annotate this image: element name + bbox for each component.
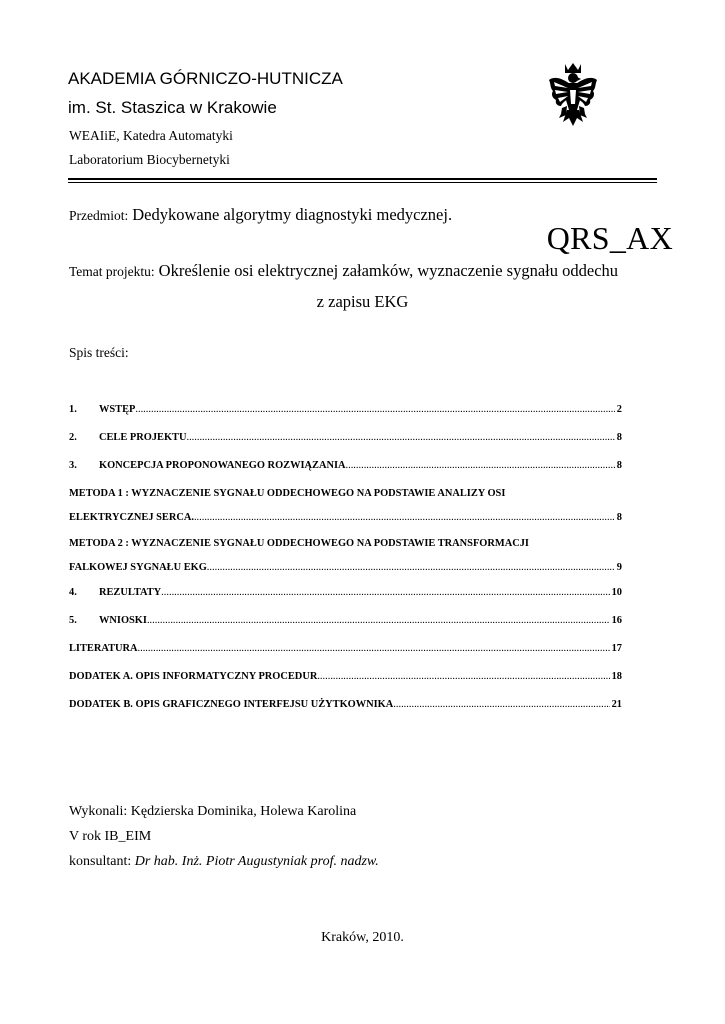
toc-dot-leader bbox=[207, 561, 615, 575]
toc-entry-appendix-a[interactable] bbox=[69, 670, 622, 684]
toc-entry-page: 8 bbox=[616, 512, 622, 523]
toc-entry-title[interactable]: METODA 1 : WYZNACZENIE SYGNAŁU ODDECHOWEGO NA PODSTAWIE ANALIZY OSI bbox=[69, 488, 506, 499]
toc-heading: Spis treści: bbox=[69, 345, 129, 360]
toc-entry-1[interactable] bbox=[69, 403, 622, 417]
subject-line bbox=[69, 205, 452, 225]
topic-continuation: z zapisu EKG bbox=[316, 292, 409, 311]
header-rule-thin bbox=[68, 182, 657, 183]
toc-entry-method-2[interactable] bbox=[69, 537, 622, 575]
institution-name: AKADEMIA GÓRNICZO-HUTNICZA bbox=[68, 69, 343, 88]
toc-entry-page: 2 bbox=[616, 404, 622, 415]
toc-dot-leader bbox=[135, 403, 614, 417]
laboratory-name: Laboratorium Biocybernetyki bbox=[69, 152, 230, 167]
toc-entry-page: 8 bbox=[616, 460, 622, 471]
topic-label: Temat projektu: bbox=[69, 264, 155, 279]
project-code: QRS_AX bbox=[546, 220, 673, 256]
toc-dot-leader bbox=[194, 511, 615, 525]
toc-entry-title[interactable]: CELE PROJEKTU bbox=[99, 432, 187, 443]
toc-entry-3[interactable] bbox=[69, 459, 622, 473]
toc-entry-page: 21 bbox=[611, 699, 622, 710]
toc-entry-2[interactable] bbox=[69, 431, 622, 445]
toc-entry-page: 10 bbox=[611, 587, 622, 598]
toc-entry-literature[interactable] bbox=[69, 642, 622, 656]
department-name: WEAIiE, Katedra Automatyki bbox=[69, 128, 233, 143]
authors-line: Wykonali: Kędzierska Dominika, Holewa Karolina bbox=[69, 804, 357, 819]
toc-entry-page: 18 bbox=[611, 671, 622, 682]
place-date: Kraków, 2010. bbox=[321, 930, 404, 945]
toc-dot-leader bbox=[138, 642, 610, 656]
toc-entry-page: 17 bbox=[611, 643, 622, 654]
toc-entry-number: 1. bbox=[69, 404, 77, 415]
toc-dot-leader bbox=[161, 586, 609, 600]
toc-entry-number: 5. bbox=[69, 615, 77, 626]
toc-dot-leader bbox=[186, 431, 614, 445]
consultant-name: Dr hab. Inż. Piotr Augustyniak prof. nadzw. bbox=[134, 854, 379, 869]
toc-entry-page: 9 bbox=[616, 562, 622, 573]
toc-entry-4[interactable] bbox=[69, 586, 622, 600]
topic-line bbox=[69, 261, 618, 281]
toc-entry-title[interactable]: LITERATURA bbox=[69, 643, 138, 654]
toc-entry-number: 2. bbox=[69, 432, 77, 443]
consultant-line bbox=[69, 854, 379, 870]
toc-entry-title[interactable]: WNIOSKI bbox=[99, 615, 147, 626]
toc-entry-title[interactable]: KONCEPCJA PROPONOWANEGO ROZWIĄZANIA bbox=[99, 460, 346, 471]
institution-subtitle: im. St. Staszica w Krakowie bbox=[68, 98, 277, 117]
topic-value: Określenie osi elektrycznej załamków, wyznaczenie sygnału oddechu bbox=[158, 261, 619, 280]
toc-entry-number: 4. bbox=[69, 587, 77, 598]
toc-entry-method-1[interactable] bbox=[69, 487, 622, 525]
eagle-emblem-icon bbox=[548, 60, 598, 132]
toc-entry-number: 3. bbox=[69, 460, 77, 471]
study-year: V rok IB_EIM bbox=[69, 829, 152, 844]
consultant-label: konsultant: bbox=[69, 854, 132, 869]
toc-entry-title[interactable]: WSTĘP bbox=[99, 404, 136, 415]
toc-entry-title[interactable]: DODATEK B. OPIS GRAFICZNEGO INTERFEJSU UŻYTKOWNIKA bbox=[69, 699, 394, 710]
subject-value: Dedykowane algorytmy diagnostyki medycznej. bbox=[132, 205, 453, 224]
toc-dot-leader bbox=[346, 459, 615, 473]
subject-label: Przedmiot: bbox=[69, 208, 129, 223]
toc-entry-title[interactable]: DODATEK A. OPIS INFORMATYCZNY PROCEDUR bbox=[69, 671, 318, 682]
toc-entry-title-cont[interactable]: ELEKTRYCZNEJ SERCA. bbox=[69, 512, 194, 523]
toc-entry-5[interactable] bbox=[69, 614, 622, 628]
toc-dot-leader bbox=[317, 670, 609, 684]
toc-entry-page: 8 bbox=[616, 432, 622, 443]
header-rule bbox=[68, 178, 657, 180]
toc-dot-leader bbox=[147, 614, 610, 628]
toc-entry-title[interactable]: REZULTATY bbox=[99, 587, 162, 598]
toc-entry-title-cont[interactable]: FALKOWEJ SYGNAŁU EKG bbox=[69, 562, 207, 573]
toc-dot-leader bbox=[393, 698, 609, 712]
toc-entry-title[interactable]: METODA 2 : WYZNACZENIE SYGNAŁU ODDECHOWEGO NA PODSTAWIE TRANSFORMACJI bbox=[69, 538, 529, 549]
toc-entry-page: 16 bbox=[611, 615, 622, 626]
toc-entry-appendix-b[interactable] bbox=[69, 698, 622, 712]
